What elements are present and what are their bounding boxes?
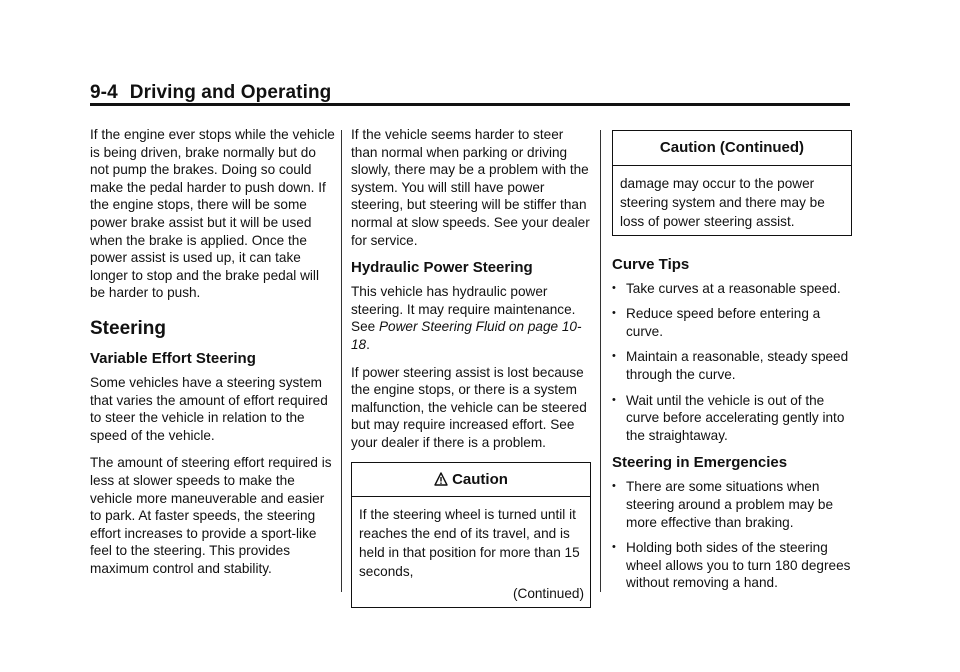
caution-body: If the steering wheel is turned until it reaches the end of its travel, and is held in that position for more than 15 seconds,: [359, 507, 580, 580]
list-item: [612, 280, 852, 298]
paragraph: Some vehicles have a steering system that varies the amount of effort required to steer the vehicle in relation to the speed of the vehicle.: [90, 374, 328, 443]
list-item-text: Maintain a reasonable, steady speed through the curve.: [626, 349, 849, 382]
text: .: [366, 336, 370, 352]
emergencies-list: [612, 478, 852, 592]
list-item-text: There are some situations when steering around a problem may be more effective than braking.: [626, 479, 834, 530]
page-number: 9-4: [90, 82, 118, 103]
caution-title: Caution: [452, 470, 508, 488]
list-item: [612, 348, 852, 383]
page-title: [90, 82, 850, 104]
subsection-title-emergencies: Steering in Emergencies: [612, 454, 788, 472]
column-1: [90, 126, 335, 587]
column-divider-2: [600, 130, 601, 592]
caution-continued: (Continued): [512, 586, 584, 602]
bullet-icon: •: [612, 307, 616, 320]
list-item: [612, 305, 852, 340]
list-item: [612, 392, 852, 445]
bullet-icon: •: [612, 393, 616, 406]
caution-body: damage may occur to the power steering system and there may be loss of power steering assist.: [620, 175, 825, 229]
intro-paragraph: If the engine ever stops while the vehicle is being driven, brake normally but do not pump the brakes. Doing so could make the pedal harder to push down. If the engine stops, there will be some power brake assist but it will be used when the brake is applied. Once the power assist is used up, it can take longer to stop and the brake pedal will be harder to push.: [90, 127, 335, 301]
caution-continued-box: [612, 130, 852, 236]
column-divider-1: [341, 130, 342, 592]
column-3: [612, 126, 852, 600]
bullet-icon: •: [612, 350, 616, 363]
list-item: [612, 539, 852, 592]
warning-triangle-icon: [434, 472, 448, 486]
page-header: [90, 82, 850, 104]
text: This vehicle has hydraulic power steering. It may require maintenance. See: [351, 284, 576, 335]
list-item-text: Wait until the vehicle is out of the curve before accelerating gently into the straightaway.: [626, 392, 845, 443]
paragraph: If the vehicle seems harder to steer than normal when parking or driving slowly, there may be a problem with the system. You will still have power steering, but steering will be stiffer than normal at slow speeds. See your dealer for service.: [351, 127, 590, 248]
header-rule: [90, 103, 850, 106]
curve-tips-list: [612, 280, 852, 445]
paragraph: [351, 283, 591, 353]
subsection-title-variable-effort: Variable Effort Steering: [90, 349, 256, 367]
paragraph: If power steering assist is lost because the engine stops, or there is a system malfunction, the vehicle can be steered but may require increased effort. See your dealer if there is a problem.: [351, 364, 587, 450]
caution-header: [352, 463, 590, 498]
list-item-text: Reduce speed before entering a curve.: [626, 306, 821, 339]
subsection-title-curve-tips: Curve Tips: [612, 255, 690, 273]
bullet-icon: •: [612, 281, 616, 294]
bullet-icon: •: [612, 541, 616, 554]
list-item-text: Take curves at a reasonable speed.: [626, 280, 841, 296]
column-2: [351, 126, 591, 608]
list-item-text: Holding both sides of the steering wheel allows you to turn 180 degrees without removing a hand.: [626, 540, 851, 591]
caution-header: Caution (Continued): [613, 131, 851, 166]
paragraph: The amount of steering effort required is less at slower speeds to make the vehicle more maneuverable and easier to park. At faster speeds, the steering effort increases to provide a sport-like feel to the steering. This provides maximum control and stability.: [90, 455, 332, 576]
caution-box: [351, 462, 591, 608]
list-item: [612, 478, 852, 531]
chapter-title: Driving and Operating: [129, 82, 332, 103]
section-title-steering: Steering: [90, 317, 167, 339]
cross-reference-link[interactable]: Power Steering Fluid on page 10-18: [351, 319, 582, 352]
subsection-title-hydraulic: Hydraulic Power Steering: [351, 259, 533, 277]
bullet-icon: •: [612, 480, 616, 493]
